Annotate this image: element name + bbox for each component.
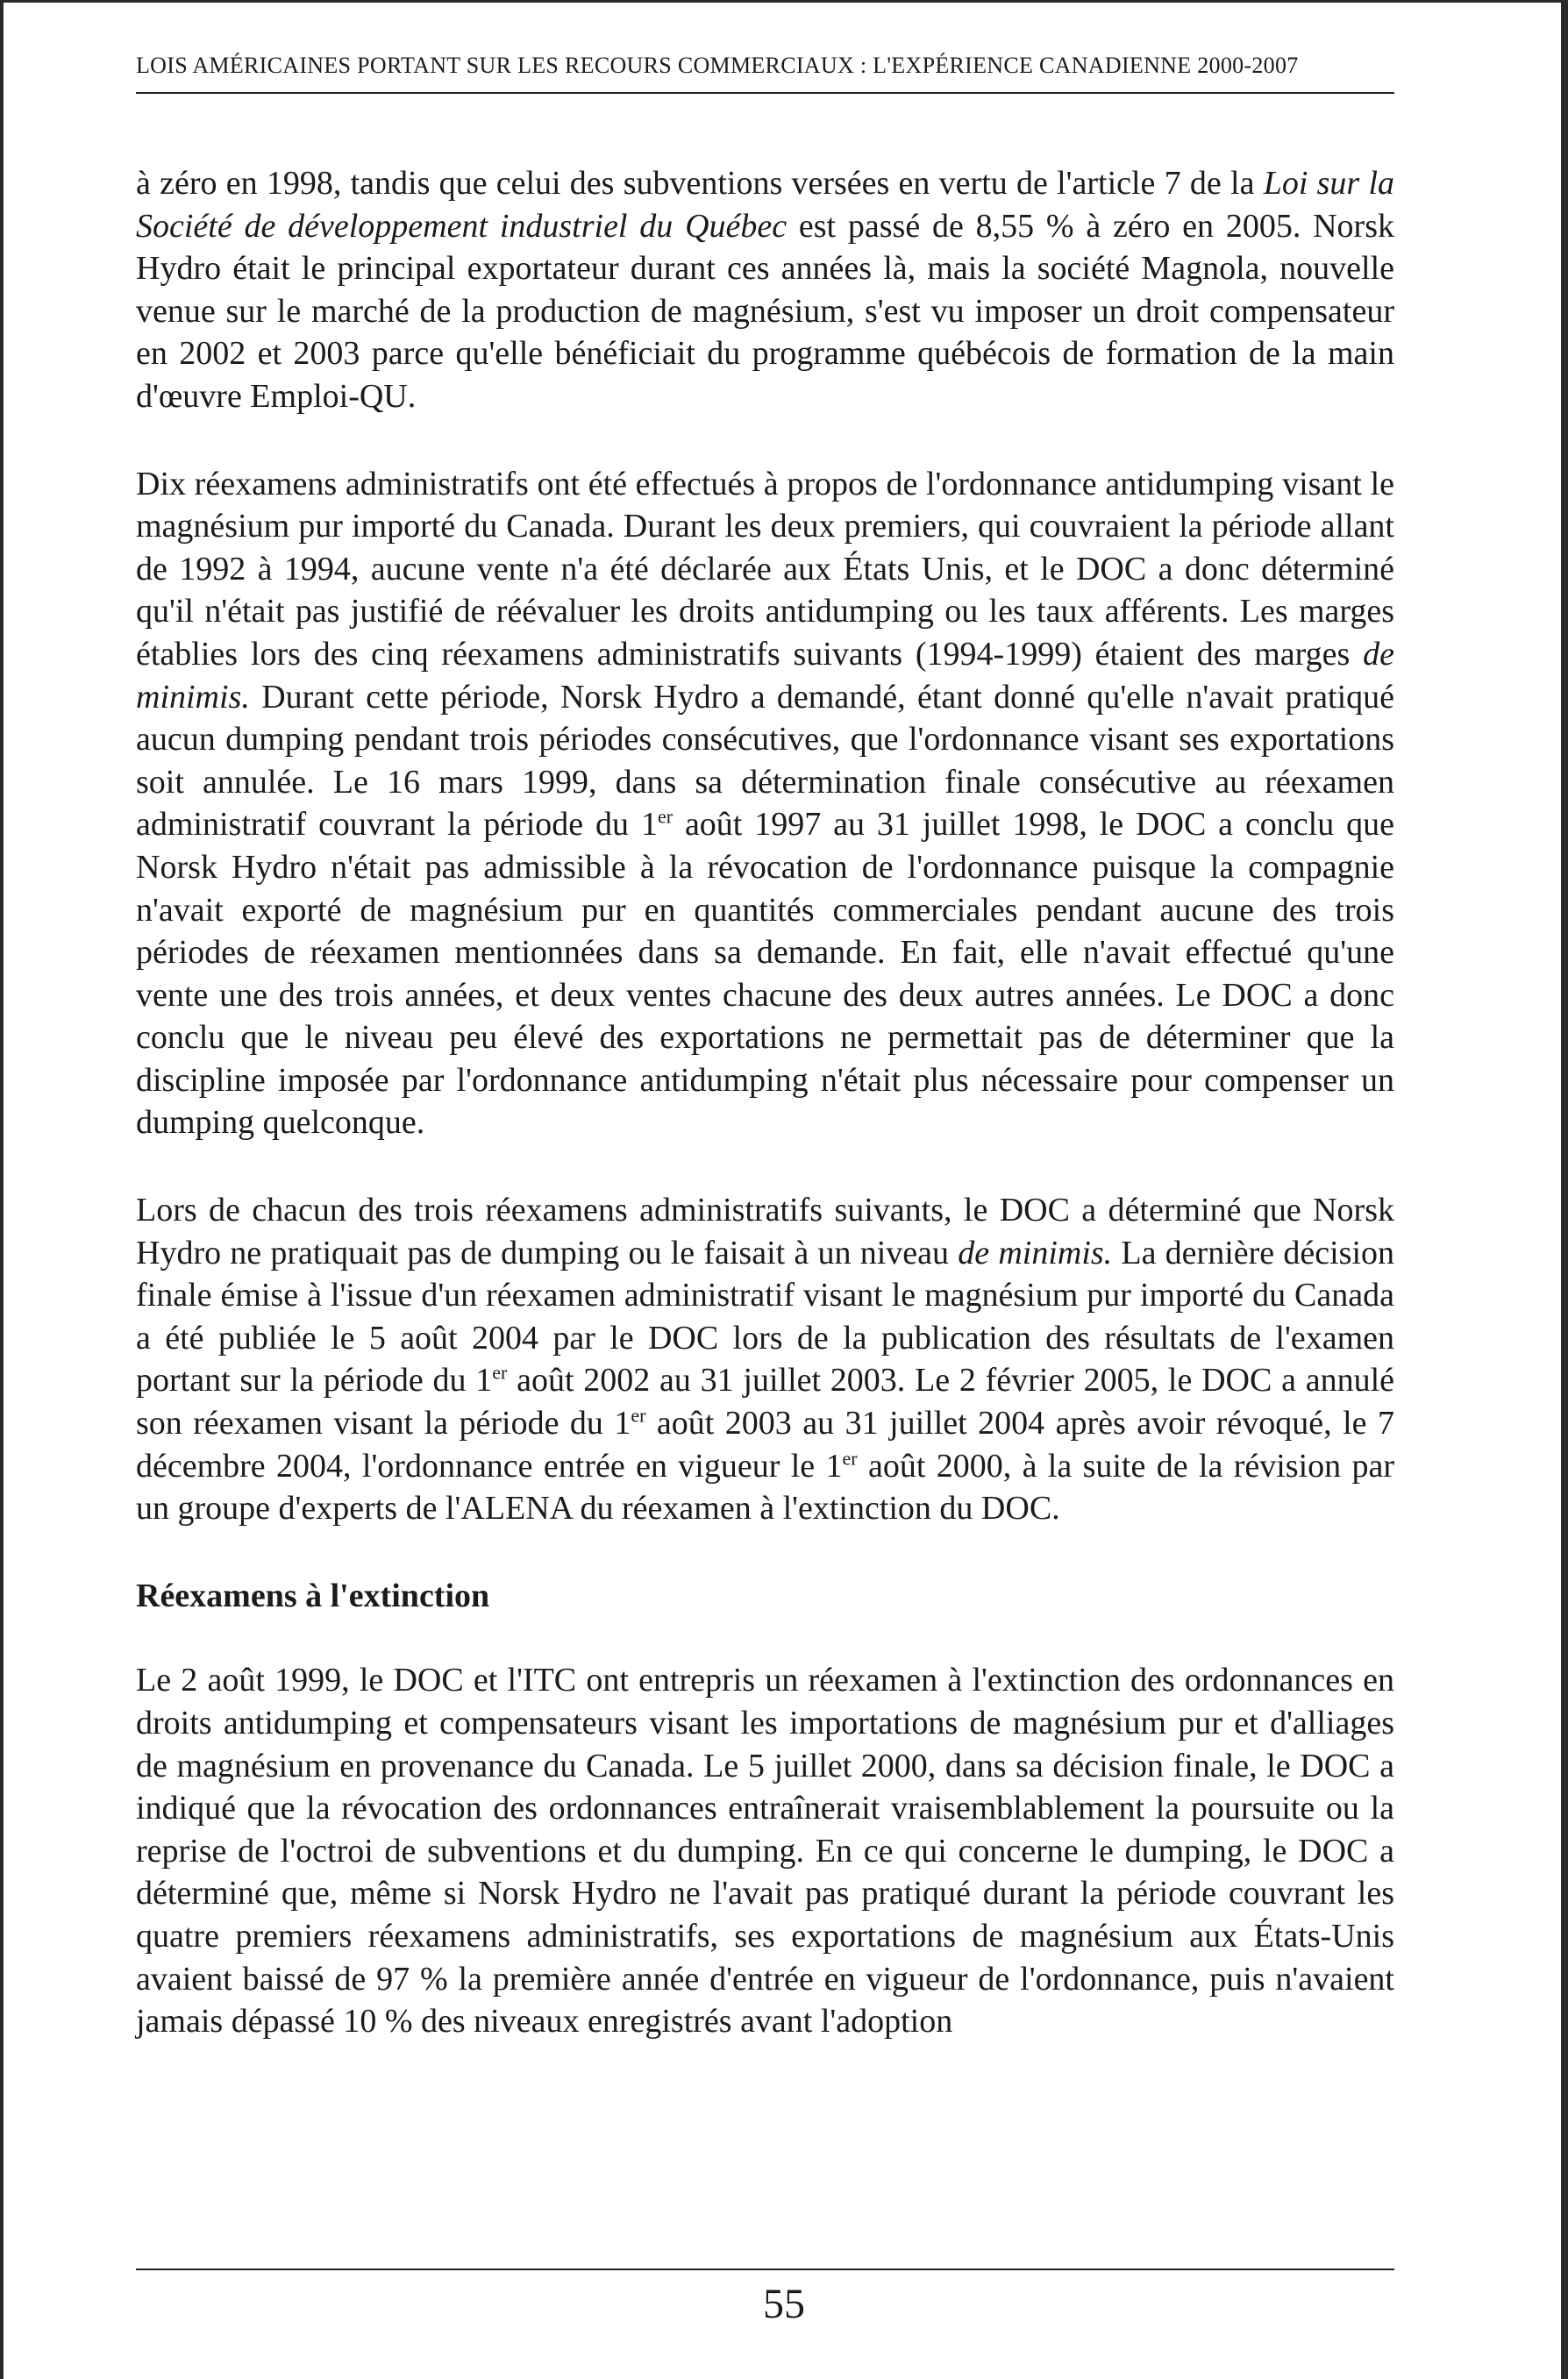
scan-border-left [0,0,4,2379]
text-run: août 2003 au 31 juillet 2004 après avoir révoqué, le 7 décembre 2004, l'ordonnance entrée en vigueur le 1 [136,1405,1394,1485]
paragraph-1 [136,162,1394,418]
running-header: LOIS AMÉRICAINES PORTANT SUR LES RECOURS COMMERCIAUX : L'EXPÉRIENCE CANADIENNE 2000-2007 [136,53,1299,78]
italic-term: de minimis. [958,1234,1113,1271]
header-rule [136,92,1394,94]
superscript: er [631,1404,646,1427]
text-run: La dernière décision finale émise à l'issue d'un réexamen administratif visant le magnésium pur importé du Canada a été publiée le 5 août 2004 par le DOC lors de la publication des résultats de l'examen portant sur la période du 1 [136,1234,1394,1400]
text-run: est passé de 8,55 % à zéro en 2005. Norsk Hydro était le principal exportateur durant ces années là, mais la société Magnola, nouvelle venue sur le marché de la production de magnésium, s'est vu imposer un droit compensateur en 2002 et 2003 parce qu'elle bénéficiait du programme québécois de formation de la main d'œuvre Emploi-QU. [136,207,1394,415]
paragraph-2 [136,463,1394,1145]
superscript: er [492,1361,508,1384]
text-run: à zéro en 1998, tandis que celui des subventions versées en vertu de l'article 7 de la [136,165,1264,202]
body-text [136,162,1394,2088]
paragraph-4: Le 2 août 1999, le DOC et l'ITC ont entrepris un réexamen à l'extinction des ordonnances en droits antidumping et compensateurs visant les importations de magnésium pur et d'alliages de magnésium en provenance du Canada. Le 5 juillet 2000, dans sa décision finale, le DOC a indiqué que la révocation des ordonnances entraînerait vraisemblablement la poursuite ou la reprise de l'octroi de subventions et du dumping. En ce qui concerne le dumping, le DOC a déterminé que, même si Norsk Hydro ne l'avait pas pratiqué durant la période couvrant les quatre premiers réexamens administratifs, ses exportations de magnésium aux États-Unis avaient baissé de 97 % la première année d'entrée en vigueur de l'ordonnance, puis n'avaient jamais dépassé 10 % des niveaux enregistrés avant l'adoption [136,1662,1394,2041]
text-run: Durant cette période, Norsk Hydro a demandé, étant donné qu'elle n'avait pratiqué aucun dumping pendant trois périodes consécutives, que l'ordonnance visant ses exportations soit annulée. Le 16 mars 1999, dans sa détermination finale consécutive au réexamen administratif couvrant la période du 1 [136,678,1394,844]
footer-rule [136,2269,1394,2270]
section-heading: Réexamens à l'extinction [136,1577,490,1614]
text-run: août 2000, à la suite de la révision par un groupe d'experts de l'ALENA du réexamen à l'extinction du DOC. [136,1447,1395,1528]
text-run: août 1997 au 31 juillet 1998, le DOC a conclu que Norsk Hydro n'était pas admissible à la révocation de l'ordonnance puisque la compagnie n'avait exporté de magnésium pur en quantités commerciales pendant aucune des trois périodes de réexamen mentionnées dans sa demande. En fait, elle n'avait effectué qu'une vente une des trois années, et deux ventes chacune des deux autres années. Le DOC a donc conclu que le niveau peu élevé des exportations ne permettait pas de déterminer que la discipline imposée par l'ordonnance antidumping n'était plus nécessaire pour compenser un dumping quelconque. [136,806,1394,1142]
superscript: er [657,805,674,828]
scan-border-top [0,0,1568,3]
scan-border-right [1561,0,1568,2379]
italic-term: de minimis. [136,635,1394,716]
page-number: 55 [763,2281,805,2327]
superscript: er [842,1446,858,1469]
text-run: août 2002 au 31 juillet 2003. Le 2 février 2005, le DOC a annulé son réexamen visant la période du 1 [136,1362,1394,1442]
law-title-italic: Loi sur la Société de développement industriel du Québec [136,165,1394,245]
text-run: Dix réexamens administratifs ont été effectués à propos de l'ordonnance antidumping visant le magnésium pur importé du Canada. Durant les deux premiers, qui couvraient la période allant de 1992 à 1994, aucune vente n'a été déclarée aux États Unis, et le DOC a donc déterminé qu'il n'était pas justifié de réévaluer les droits antidumping ou les taux afférents. Les marges établies lors des cinq réexamens administratifs suivants (1994-1999) étaient des marges [136,465,1394,673]
text-run: Lors de chacun des trois réexamens administratifs suivants, le DOC a déterminé que Norsk Hydro ne pratiquait pas de dumping ou le faisait à un niveau [136,1192,1394,1271]
paragraph-3 [136,1189,1394,1530]
